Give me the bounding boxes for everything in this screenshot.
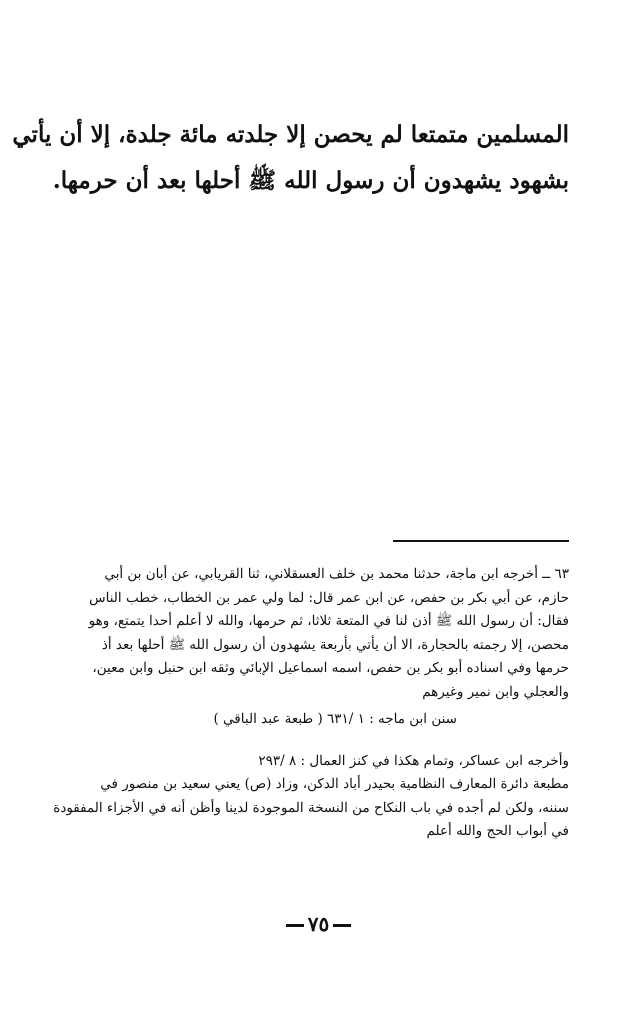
page-number-value: ٧٥: [307, 912, 330, 936]
page-number-dash-right: [333, 924, 351, 927]
page-number-dash-left: [286, 924, 304, 927]
main-paragraph: [12, 112, 569, 204]
main-text-line-2: بشهود يشهدون أن رسول الله ﷺ أحلها بعد أن حرمها.: [52, 167, 569, 194]
footnote-line-9: سننه، ولكن لم أجده في باب النكاح من النسخة الموجودة لدينا وأظن أنه في الأجزاء المفقودة: [53, 799, 569, 816]
page-number: [0, 912, 637, 936]
main-text-line-1: المسلمين متمتعا لم يحصن إلا جلدته مائة جلدة، إلا أن يأتي: [12, 121, 569, 148]
footnote-line-8: مطبعة دائرة المعارف النظامية بحيدر أباد الدكن، وزاد (ص) يعني سعيد بن منصور في: [100, 776, 569, 792]
footnote-line-1: ٦٣ ــ أخرجه ابن ماجة، حدثنا محمد بن خلف العسقلاني، ثنا القريابي، عن أبان بن أبي: [104, 566, 569, 582]
footnote-block: [53, 563, 569, 844]
footnote-line-5: حرمها وفي اسناده أبو بكر بن حفص، اسمه اسماعيل الإبائي وثقه ابن حنبل وابن معين،: [92, 660, 569, 676]
footnote-line-10: في أبواب الحج والله أعلم: [426, 823, 569, 839]
footnote-line-2: حازم، عن أبي بكر بن حفص، عن ابن عمر قال: لما ولي عمر بن الخطاب، خطب الناس: [89, 589, 569, 606]
footnote-source-citation: سنن ابن ماجه : ١ /٦٣١ ( طبعة عبد الباقي ): [213, 711, 457, 727]
footnote-separator: [393, 540, 569, 542]
footnote-line-4: محصن، إلا رجمته بالحجارة، الا أن يأتي بأربعة يشهدون أن رسول الله ﷺ أحلها بعد أذ: [101, 636, 569, 653]
footnote-spacer: [69, 732, 569, 750]
footnote-line-7: وأخرجه ابن عساكر، وتمام هكذا في كنز العمال : ٨ /٢٩٣: [258, 752, 569, 769]
footnote-line-6: والعجلي وابن نمير وغيرهم: [422, 683, 569, 700]
footnote-line-3: فقال: أن رسول الله ﷺ أذن لنا في المتعة ثلاثا، ثم حرمها، والله لا أعلم أحدا يتمتع، وهو: [88, 613, 569, 629]
